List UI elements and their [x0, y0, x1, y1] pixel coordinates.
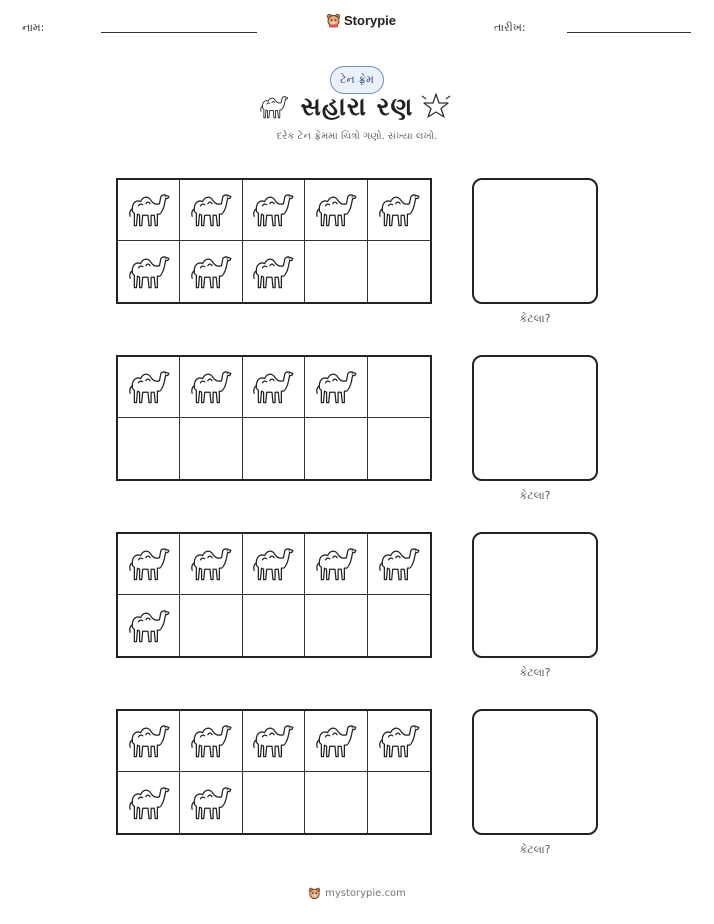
camel-icon: [250, 368, 296, 406]
frame-cell: [243, 595, 305, 656]
frame-cell: [368, 357, 430, 418]
frame-cell: [118, 241, 180, 302]
date-line[interactable]: [567, 32, 691, 33]
camel-icon: [188, 191, 234, 229]
frame-cell: [368, 241, 430, 302]
frame-cell: [118, 180, 180, 241]
camel-icon: [313, 368, 359, 406]
camel-icon: [188, 784, 234, 822]
camel-icon: [126, 607, 172, 645]
frame-cell: [243, 534, 305, 595]
frame-cell: [118, 711, 180, 772]
bear-icon: [308, 887, 321, 900]
ten-frame-3: [116, 532, 432, 658]
camel-icon: [250, 253, 296, 291]
instructions: દરેક ટેન ફ્રેમમાં ચિત્રો ગણો. સંખ્યા લખો.: [276, 131, 438, 142]
how-many-label-1: કેટલા?: [519, 312, 551, 325]
frame-cell: [118, 595, 180, 656]
frame-cell: [305, 180, 367, 241]
frame-cell: [243, 418, 305, 479]
ten-frame-2: [116, 355, 432, 481]
frame-cell: [368, 180, 430, 241]
answer-box-3[interactable]: [472, 532, 598, 658]
frame-cell: [305, 241, 367, 302]
camel-icon: [376, 191, 422, 229]
frame-cell: [243, 711, 305, 772]
camel-icon: [188, 722, 234, 760]
frame-cell: [118, 534, 180, 595]
frame-cell: [180, 180, 242, 241]
name-line[interactable]: [101, 32, 257, 33]
brand-logo: [326, 13, 396, 28]
star-icon: [421, 92, 451, 120]
frame-cell: [243, 241, 305, 302]
frame-cell: [180, 711, 242, 772]
answer-box-2[interactable]: [472, 355, 598, 481]
frame-cell: [180, 418, 242, 479]
camel-icon: [188, 545, 234, 583]
ten-frame-1: [116, 178, 432, 304]
ten-frame-4: [116, 709, 432, 835]
bear-icon: [326, 13, 341, 28]
date-label: તારીખ:: [494, 21, 526, 34]
brand-name: Storypie: [344, 13, 397, 28]
frame-cell: [368, 772, 430, 833]
frame-cell: [180, 534, 242, 595]
frame-cell: [305, 418, 367, 479]
frame-cell: [180, 241, 242, 302]
camel-icon: [313, 191, 359, 229]
frame-cell: [368, 595, 430, 656]
frame-cell: [368, 534, 430, 595]
camel-icon: [188, 368, 234, 406]
how-many-label-4: કેટલા?: [519, 843, 551, 856]
frame-cell: [305, 595, 367, 656]
frame-cell: [118, 772, 180, 833]
frame-cell: [180, 772, 242, 833]
frame-cell: [305, 772, 367, 833]
frame-cell: [305, 711, 367, 772]
frame-cell: [243, 357, 305, 418]
camel-icon: [126, 191, 172, 229]
camel-icon: [126, 368, 172, 406]
page-title: સહારા રણ: [300, 92, 414, 121]
frame-cell: [368, 711, 430, 772]
how-many-label-2: કેટલા?: [519, 489, 551, 502]
camel-icon: [188, 253, 234, 291]
ten-frame-badge: ટેન ફ્રેમ: [330, 66, 384, 94]
camel-icon: [126, 253, 172, 291]
footer-site: mystorypie.com: [325, 888, 406, 899]
frame-cell: [180, 595, 242, 656]
camel-icon: [250, 191, 296, 229]
name-label: નામ:: [22, 21, 45, 34]
frame-cell: [305, 534, 367, 595]
camel-icon: [250, 545, 296, 583]
answer-box-4[interactable]: [472, 709, 598, 835]
how-many-label-3: કેટલા?: [519, 666, 551, 679]
camel-icon: [376, 722, 422, 760]
camel-icon: [376, 545, 422, 583]
frame-cell: [180, 357, 242, 418]
footer: [0, 887, 714, 900]
frame-cell: [243, 772, 305, 833]
frame-cell: [243, 180, 305, 241]
answer-box-1[interactable]: [472, 178, 598, 304]
frame-cell: [368, 418, 430, 479]
camel-icon: [126, 722, 172, 760]
camel-icon: [313, 545, 359, 583]
camel-icon: [313, 722, 359, 760]
frame-cell: [118, 418, 180, 479]
camel-icon: [126, 545, 172, 583]
camel-icon: [250, 722, 296, 760]
frame-cell: [305, 357, 367, 418]
camel-icon: [126, 784, 172, 822]
frame-cell: [118, 357, 180, 418]
